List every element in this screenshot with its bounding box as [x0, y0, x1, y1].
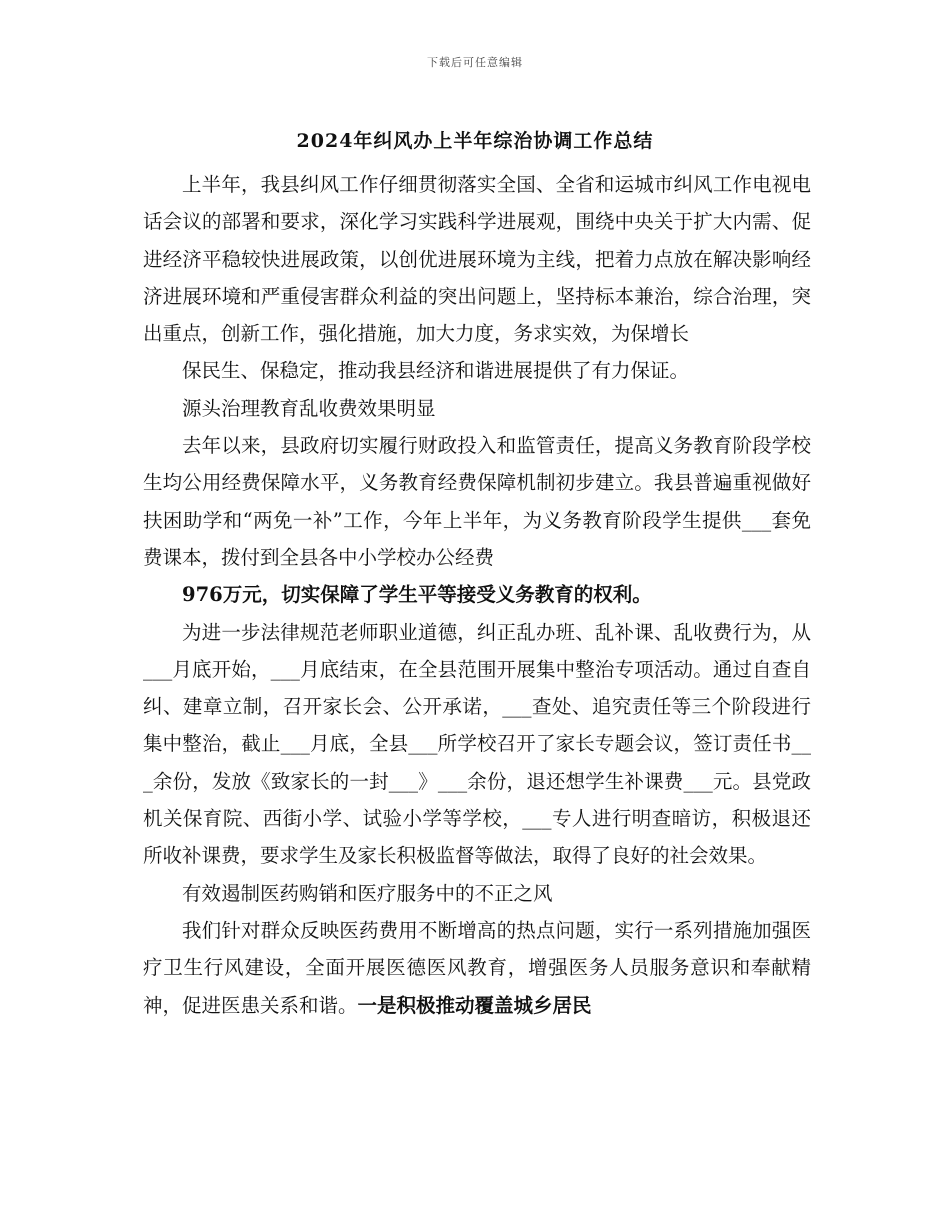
paragraph-text: 保民生、保稳定，推动我县经济和谐进展提供了有力保证。	[182, 359, 690, 383]
page-header-note: 下载后可任意编辑	[427, 56, 523, 69]
paragraph-text: 去年以来，县政府切实履行财政投入和监管责任，提高义务教育阶段学校生均公用经费保障水平，义务教育经费保障机制初步建立。我县普遍重视做好扶困助学和“两免一补”工作，今年上半年，为义务教育阶段学生提供___套免费课本，拨付到全县各中小学校办公经费	[143, 434, 811, 569]
paragraph-education-funding	[143, 427, 811, 576]
paragraph-bold-text: 976万元，切实保障了学生平等接受义务教育的权利。	[182, 583, 652, 607]
paragraph-text: 为进一步法律规范老师职业道德，纠正乱办班、乱补课、乱收费行为，从___月底开始，___月底结束，在全县范围开展集中整治专项活动。通过自查自纠、建章立制，召开家长会、公开承诺，___查处、追究责任等三个阶段进行集中整治，截止___月底，全县___所学校召开了家长专题会议，签订责任书___余份，发放《致家长的一封___》___余份，退还想学生补课费___元。县党政机关保育院、西街小学、试验小学等学校，___专人进行明查暗访，积极退还所收补课费，要求学生及家长积极监督等做法，取得了良好的社会效果。	[143, 620, 811, 868]
paragraph-text: 有效遏制医药购销和医疗服务中的不正之风	[182, 881, 553, 905]
paragraph-teacher-ethics	[143, 614, 811, 875]
document-title: 2024年纠风办上半年综治协调工作总结	[296, 130, 654, 152]
paragraph-bold-text: 一是积极推动覆盖城乡居民	[357, 993, 592, 1017]
paragraph-intro	[143, 166, 811, 352]
section-heading-medical	[143, 875, 811, 912]
paragraph-medical-measures	[143, 912, 811, 1024]
paragraph-intro-continued	[143, 352, 811, 389]
section-heading-education	[143, 390, 811, 427]
paragraph-education-amount	[143, 576, 811, 613]
document-body	[143, 166, 811, 1024]
paragraph-text: 源头治理教育乱收费效果明显	[182, 396, 436, 420]
paragraph-text: 上半年，我县纠风工作仔细贯彻落实全国、全省和运城市纠风工作电视电话会议的部署和要求，深化学习实践科学进展观，围绕中央关于扩大内需、促进经济平稳较快进展政策，以创优进展环境为主线，把着力点放在解决影响经济进展环境和严重侵害群众利益的突出问题上，坚持标本兼治，综合治理，突出重点，创新工作，强化措施，加大力度，务求实效，为保增长	[143, 173, 811, 346]
paragraph-text: 我们针对群众反映医药费用不断增高的热点问题，实行一系列措施加强医疗卫生行风建设，全面开展医德医风教育，增强医务人员服务意识和奉献精神，促进医患关系和谐。	[143, 918, 811, 1017]
